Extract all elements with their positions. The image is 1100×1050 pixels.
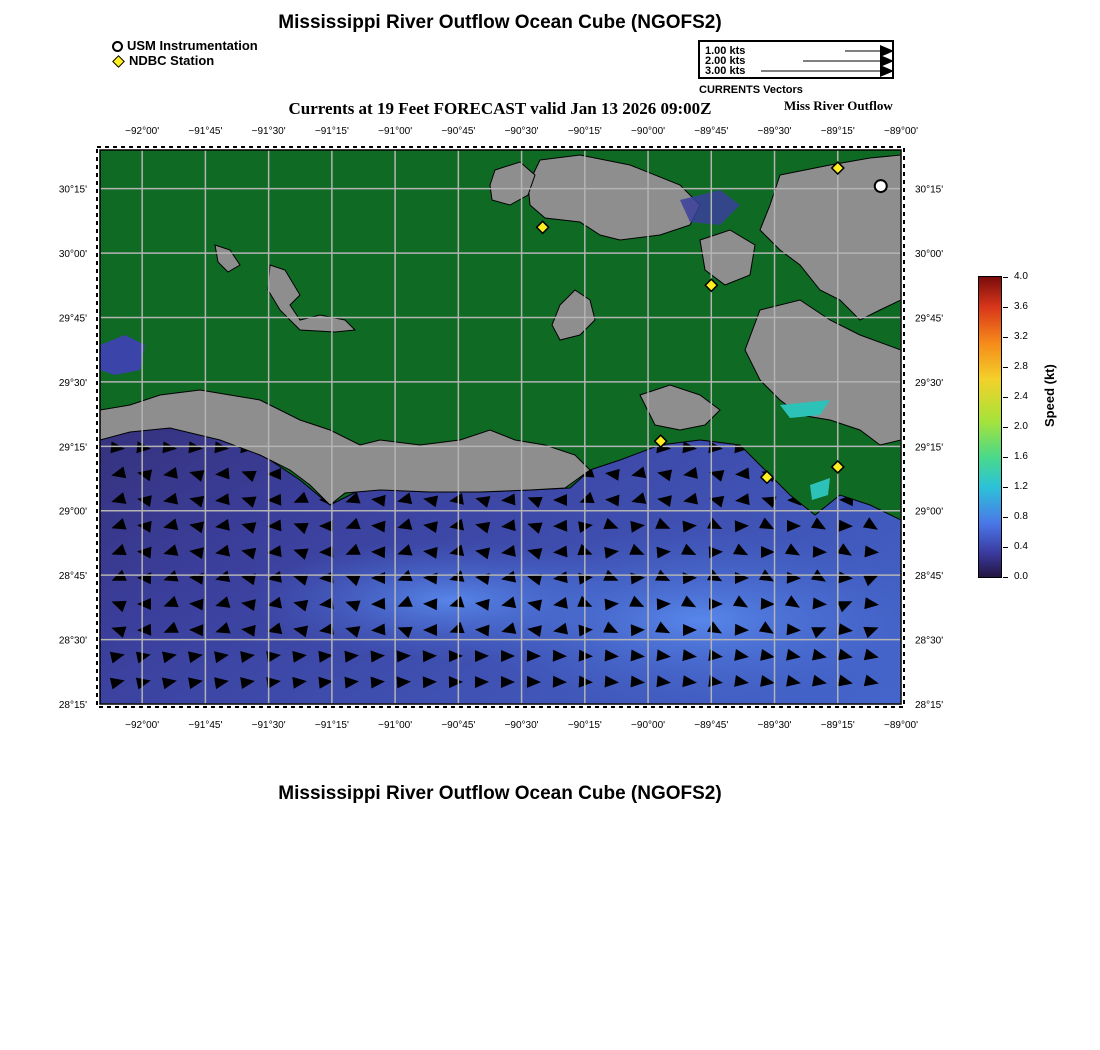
colorbar-tick-4: [1003, 397, 1008, 398]
lon-label-top-0: −92°00': [125, 126, 160, 137]
lat-label-left-2: 29°45': [58, 313, 87, 325]
lon-label-bottom-4: −91°00': [378, 720, 413, 731]
colorbar-tick-6: [1003, 457, 1008, 458]
lon-label-top-2: −91°30': [251, 126, 286, 137]
colorbar-label-2: 3.2: [1014, 331, 1028, 342]
bottom-title: Mississippi River Outflow Ocean Cube (NGOFS2): [278, 783, 722, 804]
colorbar-tick-3: [1003, 367, 1008, 368]
lon-label-bottom-11: −89°15': [820, 720, 855, 731]
lat-label-right-3: 29°30': [915, 377, 944, 389]
colorbar-label-8: 0.8: [1014, 511, 1028, 522]
map-area: [100, 150, 960, 710]
colorbar-tick-9: [1003, 547, 1008, 548]
lat-label-left-4: 29°15': [58, 442, 87, 454]
colorbar-tick-1: [1003, 307, 1008, 308]
lat-label-right-5: 29°00': [915, 506, 944, 518]
lat-label-right-7: 28°30': [915, 635, 944, 647]
colorbar-label-3: 2.8: [1014, 361, 1028, 372]
lon-label-top-10: −89°30': [757, 126, 792, 137]
lat-label-left-3: 29°30': [58, 377, 87, 389]
lon-label-bottom-1: −91°45': [188, 720, 223, 731]
vector-key-row-2: 2.00 kts: [705, 55, 746, 67]
lon-label-top-5: −90°45': [441, 126, 476, 137]
colorbar-title: Speed (kt): [1042, 364, 1057, 427]
colorbar-tick-10: [1003, 577, 1008, 578]
lon-label-top-11: −89°15': [820, 126, 855, 137]
colorbar-label-1: 3.6: [1014, 301, 1028, 312]
lon-label-bottom-7: −90°15': [567, 720, 602, 731]
lat-label-left-5: 29°00': [58, 506, 87, 518]
vector-key-row-1: 1.00 kts: [705, 45, 746, 57]
lon-label-bottom-0: −92°00': [125, 720, 160, 731]
lon-label-bottom-2: −91°30': [251, 720, 286, 731]
colorbar-tick-0: [1003, 277, 1008, 278]
lon-label-bottom-10: −89°30': [757, 720, 792, 731]
lon-label-top-9: −89°45': [694, 126, 729, 137]
map-subtitle: Currents at 19 Feet FORECAST valid Jan 13 2026 09:00Z: [288, 99, 712, 118]
ocean-current-band-2: [250, 540, 650, 660]
lon-label-top-8: −90°00': [631, 126, 666, 137]
speed-colorbar: [978, 276, 1002, 578]
legend-usm-label: USM Instrumentation: [127, 38, 258, 53]
lon-label-bottom-5: −90°45': [441, 720, 476, 731]
map-title: Mississippi River Outflow Ocean Cube (NGOFS2): [278, 12, 722, 33]
lat-label-left-6: 28°45': [58, 571, 87, 583]
credit-label: Miss River Outflow: [784, 98, 893, 113]
lat-label-right-6: 28°45': [915, 571, 944, 583]
lon-label-top-4: −91°00': [378, 126, 413, 137]
lat-label-right-8: 28°15': [915, 700, 944, 711]
lon-label-top-3: −91°15': [314, 126, 349, 137]
lat-label-left-7: 28°30': [58, 635, 87, 647]
lon-label-bottom-8: −90°00': [631, 720, 666, 731]
legend-ndbc-label: NDBC Station: [129, 53, 215, 68]
lat-label-right-0: 30°15': [915, 184, 944, 196]
vector-key-caption: CURRENTS Vectors: [699, 84, 803, 96]
lon-label-bottom-3: −91°15': [314, 720, 349, 731]
lon-label-top-12: −89°00': [884, 126, 918, 137]
lon-label-bottom-6: −90°30': [504, 720, 539, 731]
vector-key-row-3: 3.00 kts: [705, 65, 746, 77]
colorbar-label-4: 2.4: [1014, 391, 1028, 402]
colorbar-tick-5: [1003, 427, 1008, 428]
colorbar-label-0: 4.0: [1014, 271, 1028, 282]
colorbar-tick-7: [1003, 487, 1008, 488]
lon-label-bottom-9: −89°45': [694, 720, 729, 731]
lon-label-bottom-12: −89°00': [884, 720, 918, 731]
colorbar-tick-2: [1003, 337, 1008, 338]
colorbar-label-6: 1.6: [1014, 451, 1028, 462]
lat-label-left-8: 28°15': [58, 700, 87, 711]
lon-label-top-1: −91°45': [188, 126, 223, 137]
lon-label-top-6: −90°30': [504, 126, 539, 137]
usm-station-0[interactable]: [875, 180, 887, 192]
colorbar-label-9: 0.4: [1014, 541, 1028, 552]
lat-label-left-1: 30°00': [58, 249, 87, 261]
colorbar-label-10: 0.0: [1014, 571, 1028, 582]
colorbar-label-5: 2.0: [1014, 421, 1028, 432]
colorbar-label-7: 1.2: [1014, 481, 1028, 492]
colorbar-tick-8: [1003, 517, 1008, 518]
lat-label-right-4: 29°15': [915, 442, 944, 454]
lat-label-right-1: 30°00': [915, 249, 944, 261]
lat-label-left-0: 30°15': [58, 184, 87, 196]
lon-label-top-7: −90°15': [567, 126, 602, 137]
lat-label-right-2: 29°45': [915, 313, 944, 325]
